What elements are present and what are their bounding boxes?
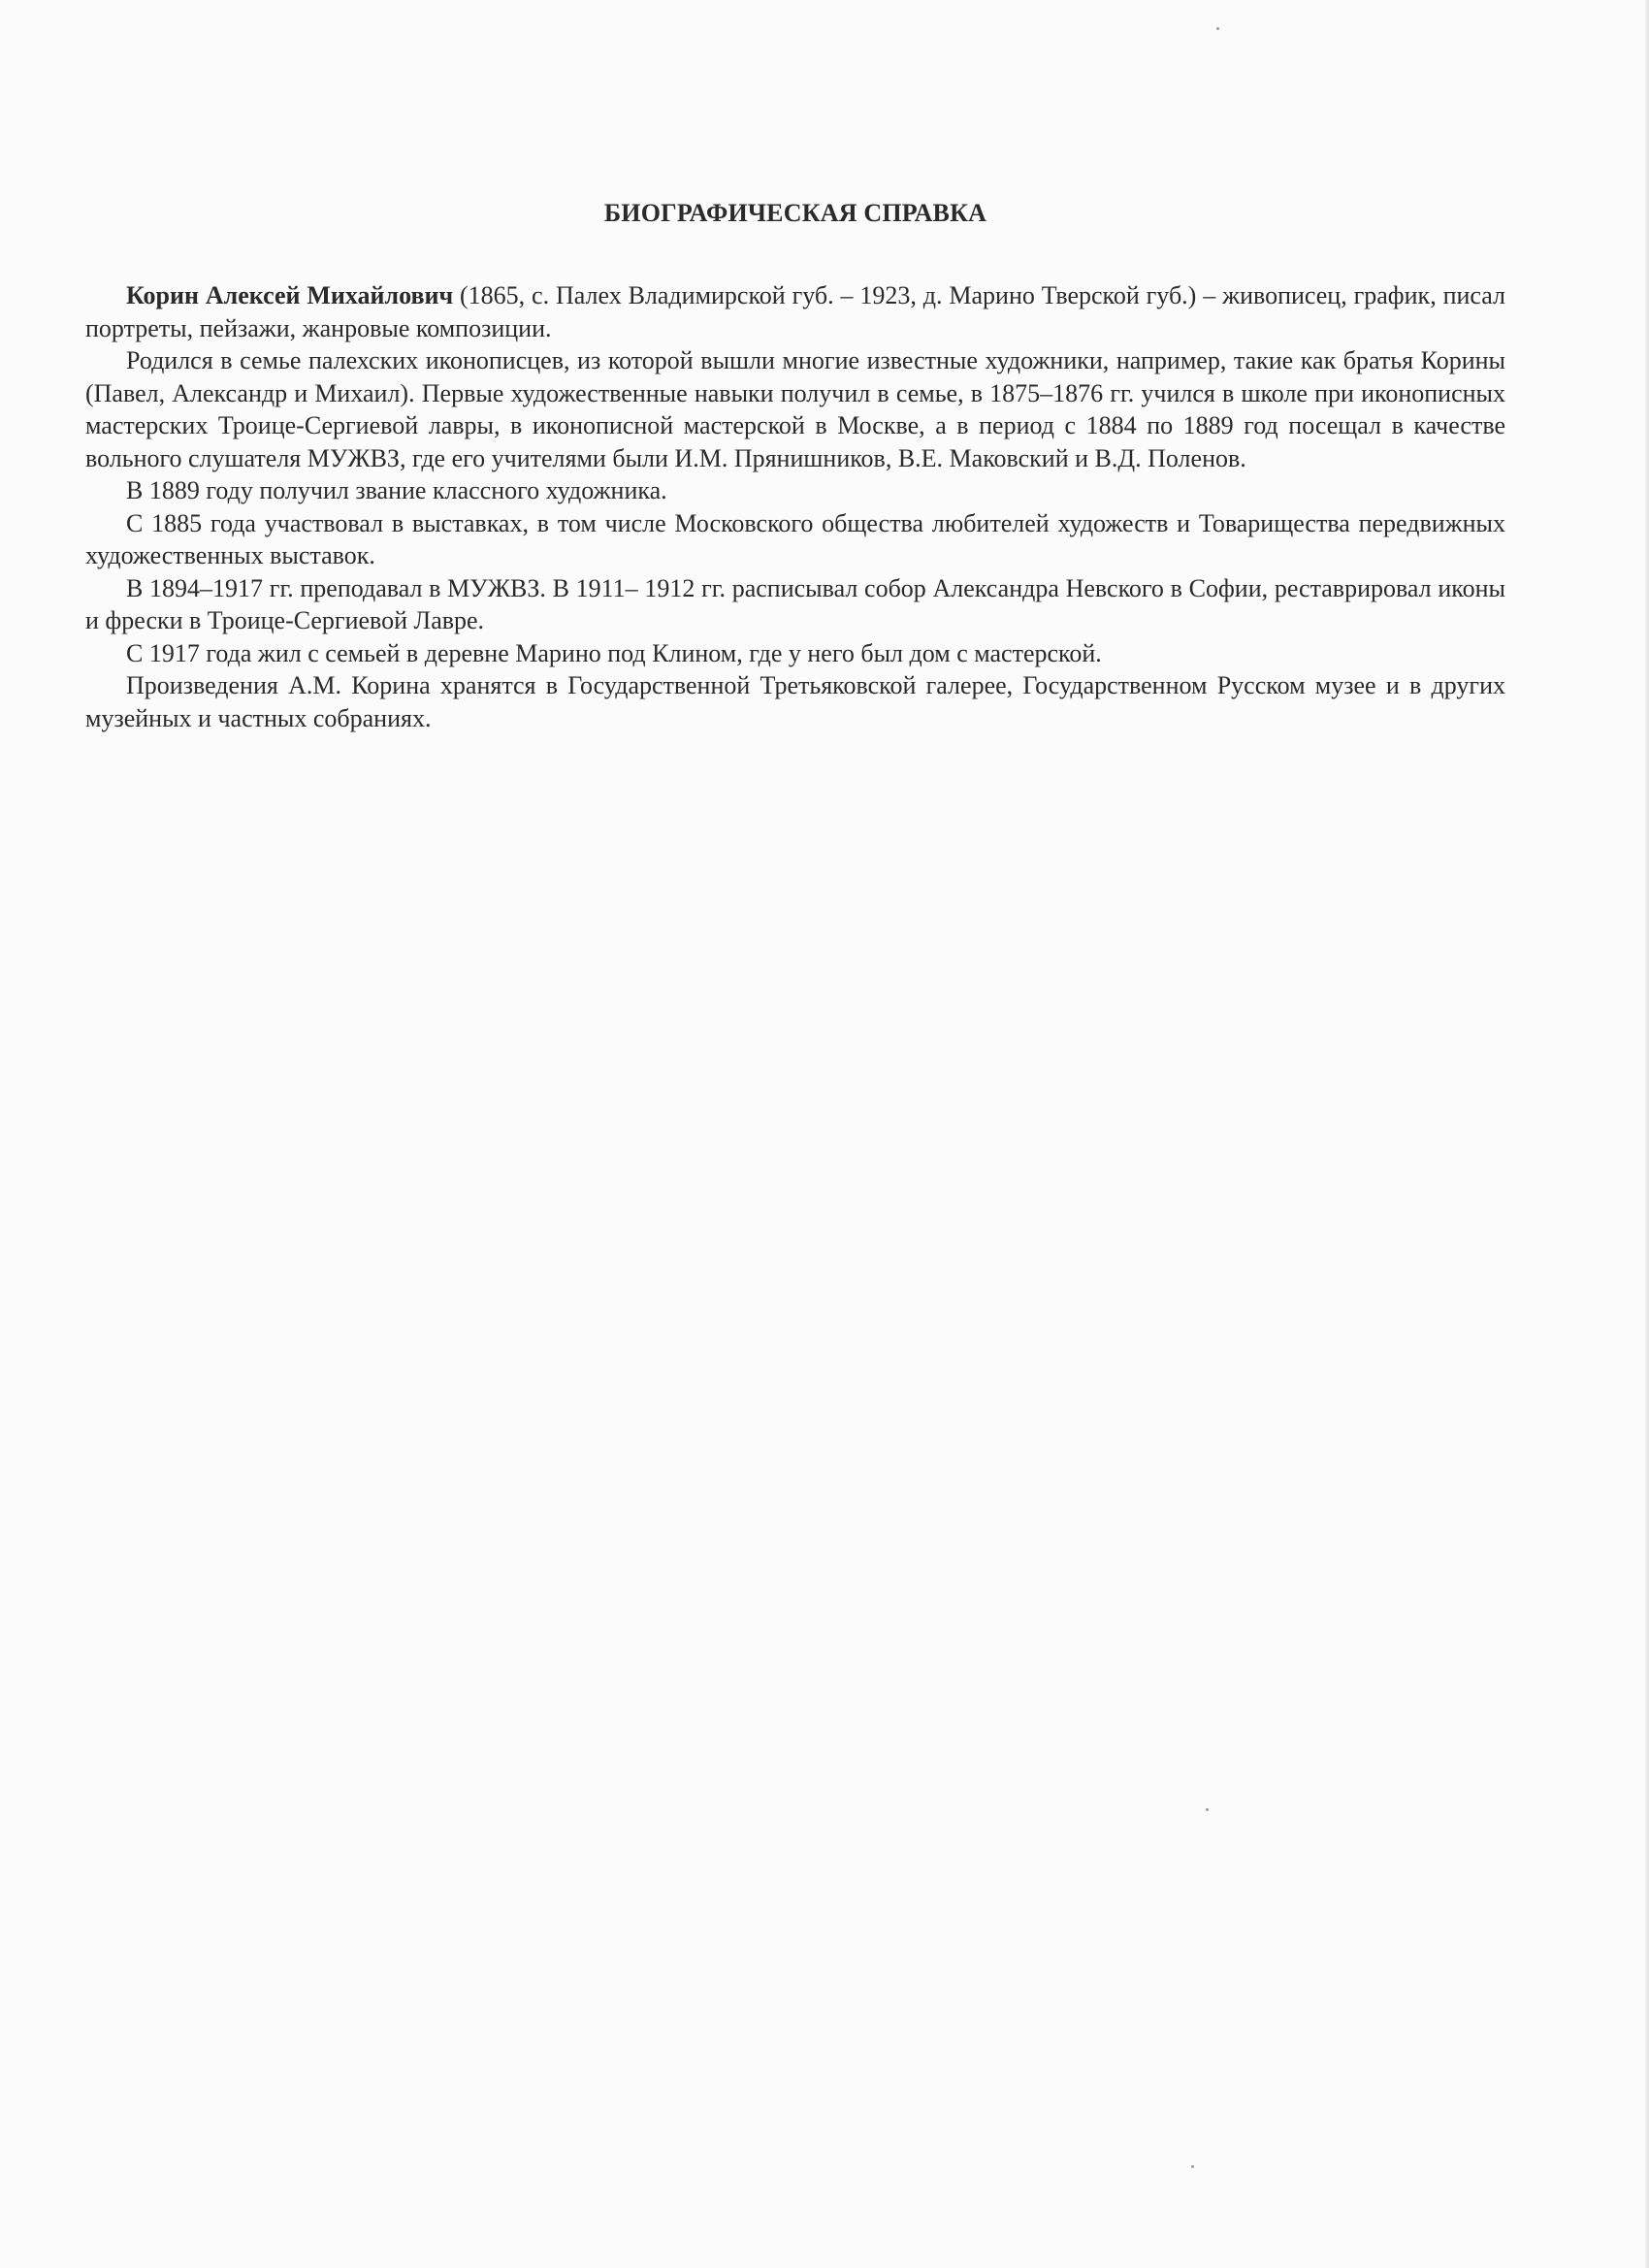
paragraph-collections: Произведения А.М. Корина хранятся в Государственной Третьяковской галерее, Государственном Русском музее и в других музейных и частных собраниях. (85, 671, 1505, 732)
scan-speck (1216, 27, 1219, 30)
paragraph-residence: С 1917 года жил с семьей в деревне Марино под Клином, где у него был дом с мастерской. (126, 638, 1102, 667)
scan-edge-shadow (1645, 0, 1649, 2268)
paragraph-birth: Родился в семье палехских иконописцев, из которой вышли многие известные художники, например, такие как братья Корины (Павел, Александр и Михаил). Первые художественные навыки получил в семье, в 1875–1876 гг. учился в школе при иконописных мастерских Троице-Сергиевой лавры, в иконописной мастерской в Москве, а в период с 1884 по 1889 год посещал в качестве вольного слушателя МУЖВЗ, где его учителями были И.М. Прянишников, В.Е. Маковский и В.Д. Поленов. (85, 346, 1505, 472)
person-name: Корин Алексей Михайлович (126, 281, 454, 309)
intro-paragraph (85, 279, 1505, 344)
paragraph-teaching: В 1894–1917 гг. преподавал в МУЖВЗ. В 1911– 1912 гг. расписывал собор Александра Невского в Софии, реставрировал иконы и фрески в Троице-Сергиевой Лавре. (85, 573, 1505, 634)
scan-speck (1191, 2165, 1194, 2168)
paragraph-title-award: В 1889 году получил звание классного художника. (126, 476, 667, 504)
paragraph-exhibitions: С 1885 года участвовал в выставках, в том числе Московского общества любителей художеств и Товарищества передвижных художественных выставок. (85, 508, 1505, 569)
document-body (85, 197, 1505, 734)
intro-text: (1865, с. Палех Владимирской губ. – 1923, д. Марино Тверской губ.) – живописец, график, писал портреты, пейзажи, жанровые композиции. (85, 281, 1505, 342)
document-title: БИОГРАФИЧЕСКАЯ СПРАВКА (603, 199, 987, 227)
scan-speck (1206, 1808, 1209, 1811)
